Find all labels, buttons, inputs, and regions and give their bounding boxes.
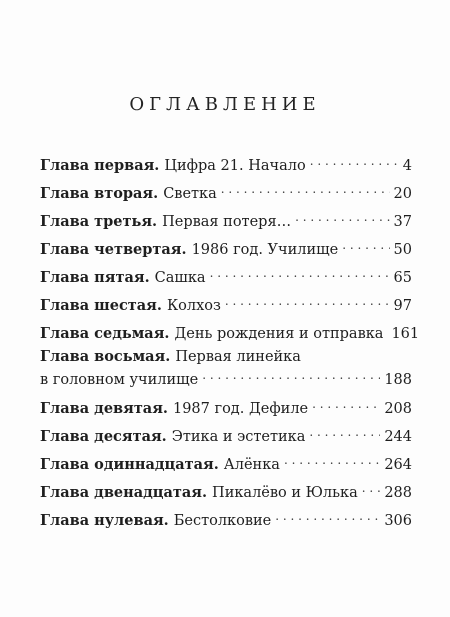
dot-leader [295, 208, 389, 226]
dot-leader [312, 395, 380, 413]
chapter-title: Сашка [154, 270, 206, 286]
dot-leader [210, 264, 390, 282]
dot-leader [342, 236, 389, 254]
dot-leader [362, 479, 381, 497]
chapter-title: 1987 год. Дефиле [172, 401, 309, 417]
chapter-number: Глава третья. [40, 213, 158, 230]
chapter-number: Глава пятая. [40, 269, 150, 286]
dot-leader [310, 152, 399, 170]
chapter-title: Светка [163, 186, 217, 202]
chapter-number: Глава вторая. [40, 185, 159, 202]
chapter-title: Цифра 21. Начало [164, 158, 306, 174]
toc-entry-1[interactable] [40, 152, 412, 174]
chapter-title: 1986 год. Училище [191, 242, 339, 258]
chapter-title: День рождения и отправка [174, 326, 384, 342]
page-number: 50 [393, 242, 412, 258]
page-number: 306 [384, 513, 412, 529]
chapter-title-continuation: в головном училище [40, 372, 199, 388]
toc-entry-11[interactable] [40, 451, 412, 473]
dot-leader [309, 423, 380, 441]
dot-leader [202, 366, 380, 384]
toc-entry-5[interactable] [40, 264, 412, 286]
toc-entry-3[interactable] [40, 208, 412, 230]
toc-heading: ОГЛАВЛЕНИЕ [129, 94, 321, 115]
chapter-number: Глава седьмая. [40, 325, 170, 342]
chapter-title: Колхоз [166, 298, 221, 314]
page-number: 208 [384, 401, 412, 417]
chapter-number: Глава десятая. [40, 428, 167, 445]
toc-entry-7[interactable] [40, 320, 420, 342]
page-number: 20 [393, 186, 412, 202]
chapter-title: Алёнка [223, 457, 280, 473]
page-number: 288 [384, 485, 412, 501]
chapter-number: Глава четвертая. [40, 241, 187, 258]
toc-entry-4[interactable] [40, 236, 412, 258]
chapter-number: Глава шестая. [40, 297, 162, 314]
chapter-number: Глава восьмая. [40, 348, 171, 365]
page-number: 188 [384, 372, 412, 388]
chapter-number: Глава одиннадцатая. [40, 456, 219, 473]
page-number: 264 [384, 457, 412, 473]
page-number: 65 [393, 270, 412, 286]
toc-entry-2[interactable] [40, 180, 412, 202]
chapter-number: Глава девятая. [40, 400, 168, 417]
toc-entry-12[interactable] [40, 479, 412, 501]
page-number: 161 [391, 326, 420, 342]
page-number: 37 [393, 214, 412, 230]
dot-leader [221, 180, 390, 198]
toc-entry-6[interactable] [40, 292, 412, 314]
page-number: 97 [393, 298, 412, 314]
chapter-number: Глава нулевая. [40, 512, 169, 529]
chapter-number: Глава первая. [40, 157, 160, 174]
toc-entry-8[interactable] [40, 348, 412, 388]
page-number: 4 [402, 158, 412, 174]
toc-entry-13[interactable] [40, 507, 412, 529]
chapter-title: Первая потеря… [162, 214, 292, 230]
chapter-title: Этика и эстетика [171, 429, 306, 445]
dot-leader [275, 507, 380, 525]
dot-leader [225, 292, 390, 310]
chapter-title: Первая линейка [175, 349, 301, 365]
chapter-title: Пикалёво и Юлька [212, 485, 358, 501]
chapter-number: Глава двенадцатая. [40, 484, 208, 501]
page-number: 244 [384, 429, 412, 445]
dot-leader [284, 451, 380, 469]
chapter-title: Бестолковие [173, 513, 272, 529]
toc-entry-10[interactable] [40, 423, 412, 445]
toc-entry-9[interactable] [40, 395, 412, 417]
